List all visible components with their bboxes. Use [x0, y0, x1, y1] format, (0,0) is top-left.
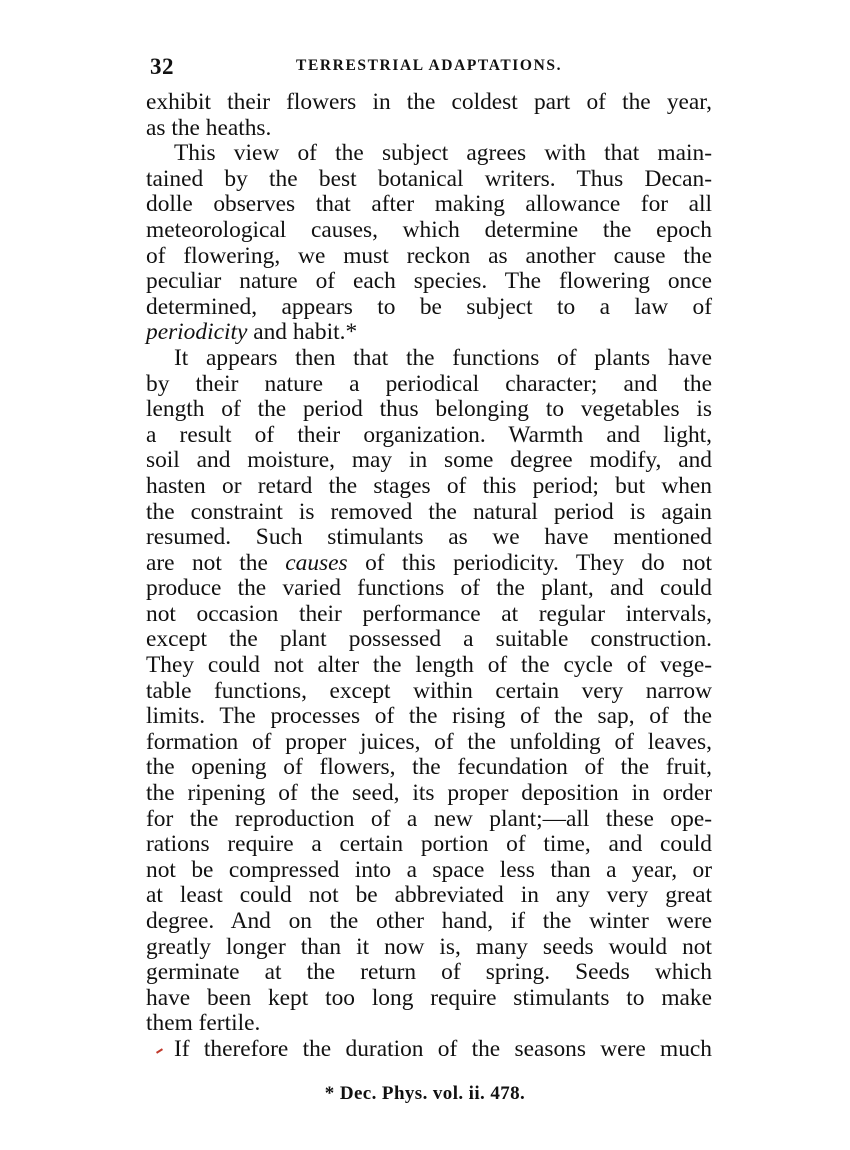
text-line: rations require a certain portion of time, and could [146, 831, 712, 858]
text-line: the constraint is removed the natural period is again [146, 498, 712, 525]
text-line: limits. The processes of the rising of the sap, of the [146, 703, 712, 730]
text-line: the opening of flowers, the fecundation of the fruit, [146, 754, 712, 781]
text-line: formation of proper juices, of the unfolding of leaves, [146, 728, 712, 755]
text-line: length of the period thus belonging to vegetables is [146, 396, 712, 423]
text-line: produce the varied functions of the plant, and could [146, 575, 712, 602]
text-line: exhibit their flowers in the coldest part of the year, [146, 89, 712, 115]
text-segment: are not the [146, 549, 268, 576]
text-line: degree. And on the other hand, if the winter were [146, 908, 712, 934]
text-line: not be compressed into a space less than a year, or [146, 856, 712, 883]
text-line: meteorological causes, which determine the epoch [146, 216, 712, 243]
footnote: * Dec. Phys. vol. ii. 478. [324, 1083, 526, 1104]
text-line: them fertile. [146, 1010, 261, 1037]
text-line: of flowering, we must reckon as another cause the [146, 242, 712, 269]
text-line: a result of their organization. Warmth and light, [146, 421, 712, 448]
text-line: If therefore the duration of the seasons were much [174, 1035, 712, 1062]
italic-word: causes [285, 549, 348, 576]
text-line: hasten or retard the stages of this period; but when [146, 472, 712, 499]
text-line: not occasion their performance at regular intervals, [146, 600, 712, 627]
text-line: peculiar nature of each species. The flowering once [146, 268, 712, 295]
text-line: soil and moisture, may in some degree modify, and [146, 447, 712, 474]
text-line: as the heaths. [146, 114, 272, 141]
text-line: tained by the best botanical writers. Thus Decan- [146, 165, 712, 192]
text-line: greatly longer than it now is, many seeds would not [146, 933, 712, 960]
text-line: resumed. Such stimulants as we have mentioned [146, 524, 712, 551]
text-line [146, 551, 712, 577]
text-line: table functions, except within certain very narrow [146, 677, 712, 704]
text-line: except the plant possessed a suitable construction. [146, 626, 712, 653]
text-line: at least could not be abbreviated in any very great [146, 882, 712, 909]
italic-word: periodicity [146, 319, 248, 346]
text-line: for the reproduction of a new plant;—all these ope- [146, 805, 712, 832]
text-segment: and habit.* [253, 319, 358, 346]
running-title: TERRESTRIAL ADAPTATIONS. [296, 57, 563, 74]
text-line: determined, appears to be subject to a law of [146, 293, 712, 320]
text-line: This view of the subject agrees with that main- [174, 140, 712, 167]
text-line: dolle observes that after making allowance for all [146, 191, 712, 218]
body-text [146, 90, 712, 1063]
text-line: the ripening of the seed, its proper deposition in order [146, 780, 712, 807]
text-line [146, 320, 712, 346]
text-line: They could not alter the length of the cycle of vege- [146, 652, 712, 679]
page-number: 32 [150, 54, 174, 79]
text-line: germinate at the return of spring. Seeds which [146, 959, 712, 986]
text-line: have been kept too long require stimulants to make [146, 984, 712, 1011]
text-line: by their nature a periodical character; and the [146, 370, 712, 397]
text-line: It appears then that the functions of plants have [174, 344, 712, 371]
text-segment: of this periodicity. They do not [365, 549, 713, 576]
